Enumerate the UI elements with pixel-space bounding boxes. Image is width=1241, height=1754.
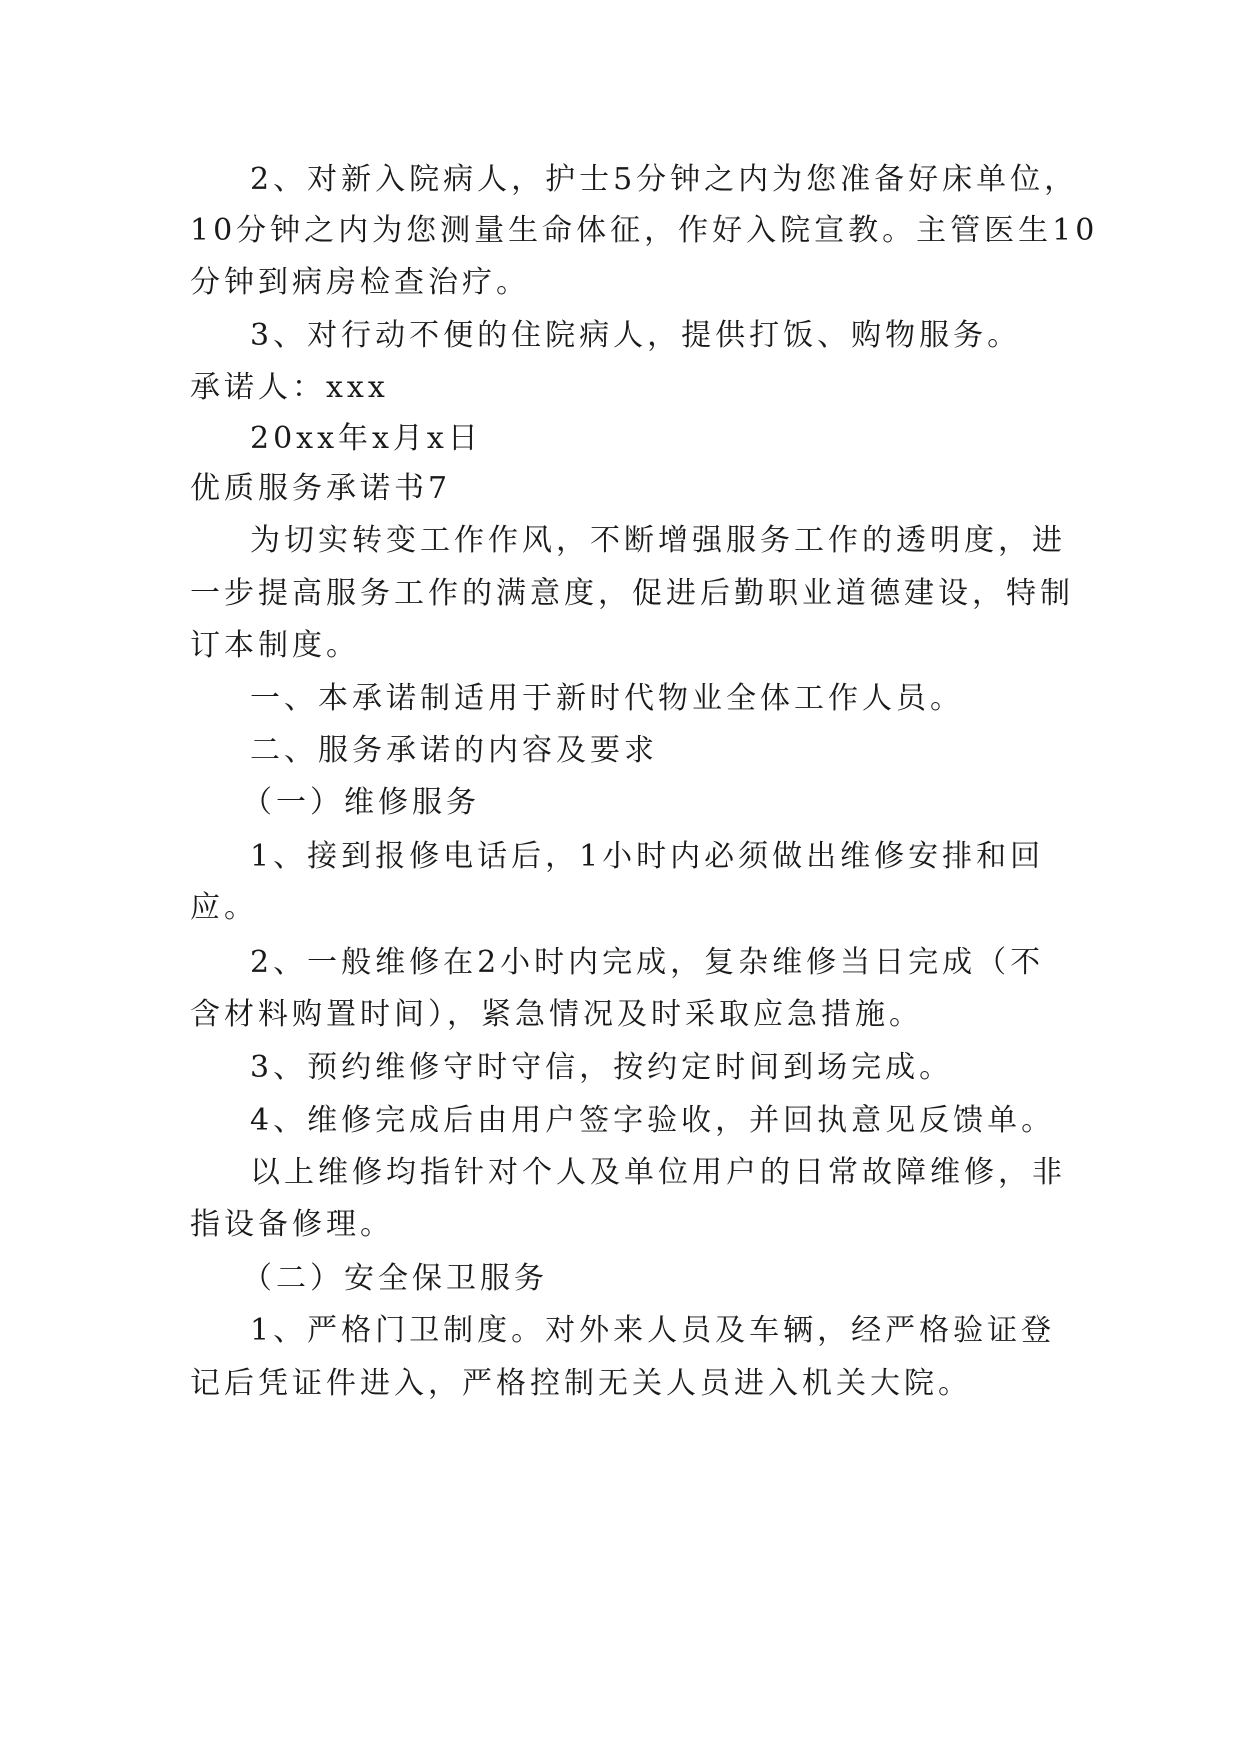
paragraph-line: 2、对新入院病人，护士5分钟之内为您准备好床单位， (250, 162, 1079, 197)
paragraph-line: 指设备修理。 (190, 1207, 394, 1242)
paragraph-line: 3、对行动不便的住院病人，提供打饭、购物服务。 (250, 318, 1022, 353)
paragraph-line: 4、维修完成后由用户签字验收，并回执意见反馈单。 (250, 1103, 1056, 1138)
paragraph-line: 分钟到病房检查治疗。 (190, 265, 530, 300)
heading-line: 二、服务承诺的内容及要求 (250, 733, 658, 768)
subheading-line: （一）维修服务 (242, 785, 480, 820)
paragraph-line: 一步提高服务工作的满意度，促进后勤职业道德建设，特制 (190, 576, 1074, 611)
paragraph-line: 以上维修均指针对个人及单位用户的日常故障维修，非 (250, 1155, 1066, 1190)
paragraph-line: 订本制度。 (190, 628, 360, 663)
paragraph-line: 应。 (190, 890, 258, 925)
paragraph-line: 一、本承诺制适用于新时代物业全体工作人员。 (250, 681, 964, 716)
paragraph-line: 含材料购置时间），紧急情况及时采取应急措施。 (190, 997, 923, 1032)
date-line: 20xx年x月x日 (250, 421, 482, 456)
subheading-line: （二）安全保卫服务 (242, 1261, 548, 1296)
paragraph-line: 1、严格门卫制度。对外来人员及车辆，经严格验证登 (250, 1313, 1056, 1348)
paragraph-line: 1、接到报修电话后，1小时内必须做出维修安排和回 (250, 839, 1045, 874)
paragraph-line: 10分钟之内为您测量生命体征，作好入院宣教。主管医生10 (190, 213, 1099, 248)
paragraph-line: 记后凭证件进入，严格控制无关人员进入机关大院。 (190, 1366, 972, 1401)
paragraph-line: 3、预约维修守时守信，按约定时间到场完成。 (250, 1050, 954, 1085)
signer-line: 承诺人：xxx (190, 370, 389, 405)
paragraph-line: 2、一般维修在2小时内完成，复杂维修当日完成（不 (250, 945, 1045, 980)
paragraph-line: 为切实转变工作作风，不断增强服务工作的透明度，进 (250, 523, 1066, 558)
section-title: 优质服务承诺书7 (190, 471, 452, 506)
